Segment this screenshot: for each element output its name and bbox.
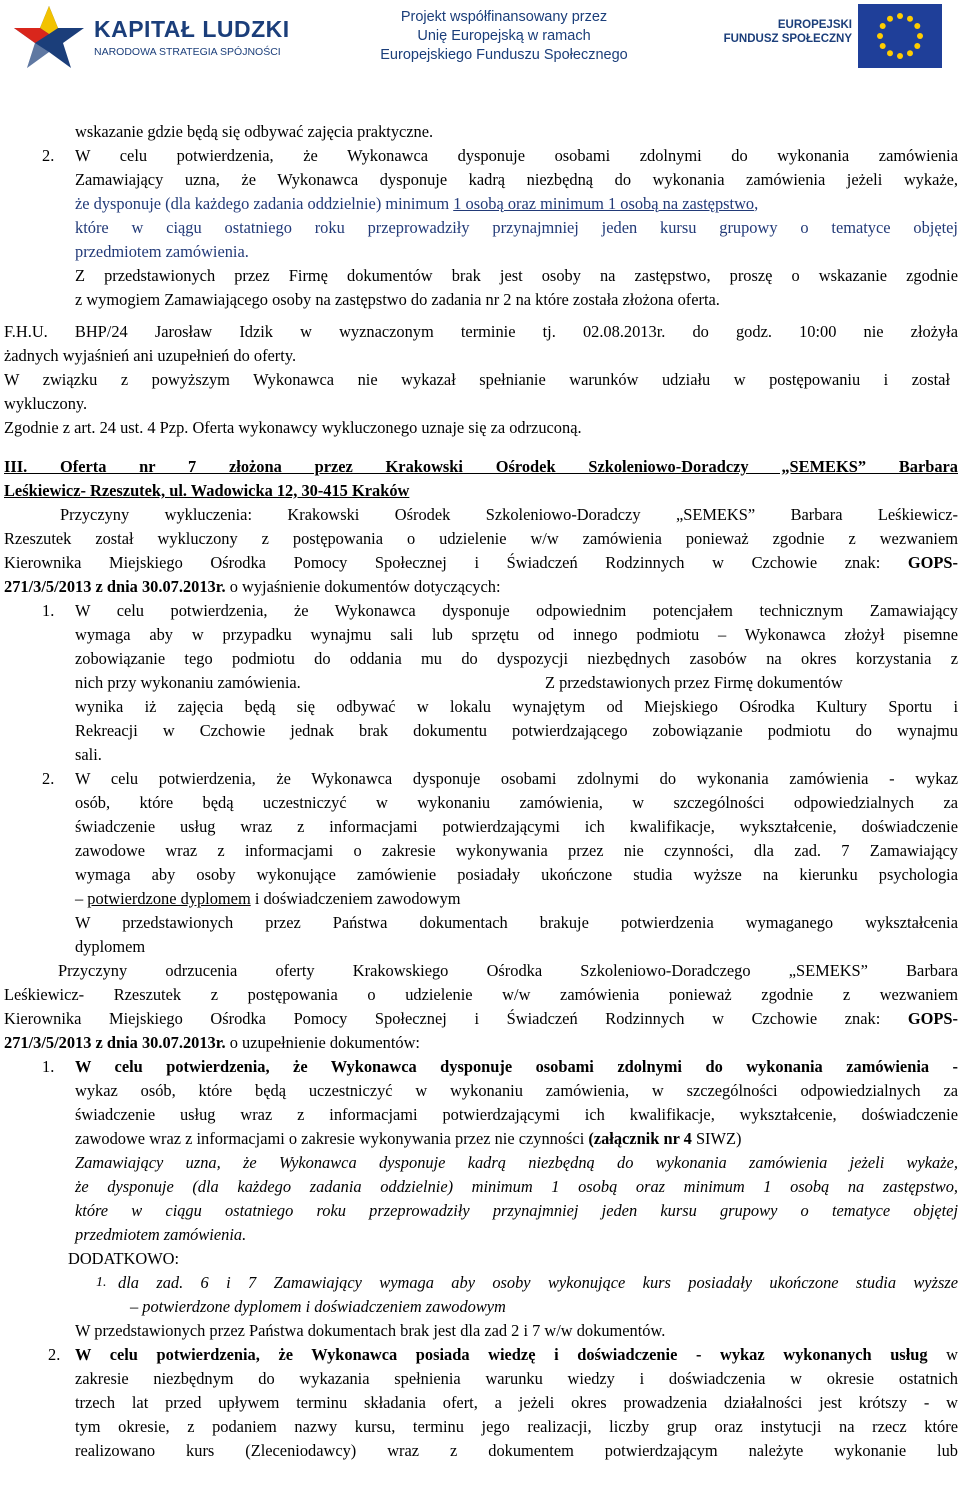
text-line: świadczenie usług wraz z informacjami potwierdzającymi ich kwalifikacje, wykształcenie, doświadczenie — [75, 817, 958, 836]
text-segment: Kierownika Miejskiego Ośrodka Pomocy Społecznej i Świadczeń Rodzinnych w Czchowie znak: — [4, 1009, 908, 1028]
text-line: W celu potwierdzenia, że Wykonawca dysponuje osobami zdolnymi do wykonania zamówienia — [75, 146, 958, 165]
reference-number: GOPS- — [907, 1009, 958, 1028]
reference-number: GOPS- — [907, 553, 958, 572]
text-line: Rekreacji w Czchowie jednak brak dokumentu potwierdzającego zobowiązanie podmiotu do wynajmu — [75, 721, 958, 740]
text-line: dyplomem — [75, 937, 146, 956]
text-line: W przedstawionych przez Państwa dokumentach brakuje potwierdzenia wymaganego wykształcenia — [75, 913, 958, 932]
kapital-ludzki-subtitle: NARODOWA STRATEGIA SPÓJNOŚCI — [94, 46, 281, 58]
text-line: Leśkiewicz- Rzeszutek z postępowania o udzielenie w/w zamówienia ponieważ zgodnie z wezwaniem — [4, 985, 958, 1004]
text-line: zawodowe wraz z informacjami o zakresie wykonywania przez nie czynności, dla zad. 7 Zamawiający — [75, 841, 958, 860]
text-segment: Kierownika Miejskiego Ośrodka Pomocy Społecznej i Świadczeń Rodzinnych w Czchowie znak: — [4, 553, 908, 572]
reference-date: 271/3/5/2013 z dnia 30.07.2013r. — [4, 1033, 226, 1052]
text-segment: zawodowe wraz z informacjami o zakresie wykonywania przez nie czynności — [75, 1129, 589, 1148]
efs-logo-text — [722, 18, 852, 46]
text-line: W celu potwierdzenia, że Wykonawca dysponuje osobami zdolnymi do wykonania zamówienia - wykaz — [75, 769, 958, 788]
text-segment: w — [927, 1345, 958, 1364]
kapital-ludzki-title: KAPITAŁ LUDZKI — [94, 16, 290, 42]
text-line: F.H.U. BHP/24 Jarosław Idzik w wyznaczonym terminie tj. 02.08.2013r. do godz. 10:00 nie złożyła — [4, 322, 958, 341]
text-segment: SIWZ) — [691, 1129, 742, 1148]
text-line: żadnych wyjaśnień ani uzupełnień do oferty. — [4, 346, 297, 365]
text-line: Zamawiający uzna, że Wykonawca dysponuje kadrą niezbędną do wykonania zamówienia jeżeli wykaże, — [75, 170, 958, 189]
text-line: wykaz osób, które będą uczestniczyć w wykonaniu zamówienia, w szczególności odpowiedzialnych za — [75, 1081, 958, 1100]
text-line: osób, które będą uczestniczyć w wykonaniu zamówienia, w szczególności odpowiedzialnych za — [75, 793, 958, 812]
kapital-ludzki-logo — [12, 4, 312, 70]
eu-flag-icon — [858, 4, 942, 68]
text-line: wykluczony. — [4, 394, 88, 413]
list-number: 1. — [42, 601, 55, 620]
text-line: nich przy wykonaniu zamówienia. — [75, 673, 301, 692]
text-line: wymaga aby osoby wykonujące zamówienie posiadały ukończone studia wyższe na kierunku psychologia — [75, 865, 958, 884]
text-line: – potwierdzone dyplomem i doświadczeniem zawodowym — [130, 1297, 506, 1316]
list-number: 2. — [48, 1345, 61, 1364]
text-line: wymaga aby w przypadku wynajmu sali lub sprzętu od innego podmiotu – Wykonawca złożył pisemne — [75, 625, 958, 644]
text-segment: że dysponuje (dla każdego zadania oddzielnie) minimum — [75, 194, 454, 213]
text-line: W przedstawionych przez Państwa dokumentach brak jest dla zad 2 i 7 w/w dokumentów. — [75, 1321, 666, 1340]
document-header — [0, 0, 960, 75]
text-line: trzech lat przed upływem terminu składania ofert, a jeżeli okres prowadzenia działalności jest krótszy - w — [75, 1393, 958, 1412]
subheading: DODATKOWO: — [68, 1249, 180, 1268]
text-segment: o wyjaśnienie dokumentów dotyczących: — [225, 577, 501, 596]
text-segment: , — [754, 194, 759, 213]
list-number: 1. — [96, 1275, 107, 1290]
text-line: zakresie niezbędnym do wykazania spełnienia warunku wiedzy i doświadczenia w okresie ostatnich — [75, 1369, 958, 1388]
cofinancing-line-3: Europejskiego Funduszu Społecznego — [380, 47, 628, 63]
text-line: W związku z powyższym Wykonawca nie wykazał spełnianie warunków udziału w postępowaniu i został — [4, 370, 950, 389]
text-line: które w ciągu ostatniego roku przeprowadziły przynajmniej jeden kursu grupowy o tematyce objętej — [75, 218, 958, 237]
text-line: wynika iż zajęcia będą się odbywać w lokalu wynajętym od Miejskiego Ośrodka Kultury Sportu i — [75, 697, 958, 716]
text-line: z wymogiem Zamawiającego osoby na zastępstwo do zadania nr 2 na które została złożona oferta. — [75, 290, 720, 309]
text-line: W celu potwierdzenia, że Wykonawca dysponuje odpowiednim potencjałem technicznym Zamawiający — [75, 601, 958, 620]
text-line: Przyczyny odrzucenia oferty Krakowskiego Ośrodka Szkoleniowo-Doradczego „SEMEKS” Barbara — [58, 961, 958, 980]
text-line: które w ciągu ostatniego roku przeprowadziły przynajmniej jeden kursu grupowy o tematyce objętej — [75, 1201, 958, 1220]
text-segment: i doświadczeniem zawodowym — [250, 889, 461, 908]
text-line: Zamawiający uzna, że Wykonawca dysponuje kadrą niezbędną do wykonania zamówienia jeżeli wykaże, — [75, 1153, 958, 1172]
text-line: że dysponuje (dla każdego zadania oddzielnie) minimum 1 osobą oraz minimum 1 osobą na zastępstwo, — [75, 1177, 958, 1196]
text-line: Z przedstawionych przez Firmę dokumentów brak jest osoby na zastępstwo, proszę o wskazanie zgodnie — [75, 266, 958, 285]
efs-line-2: FUNDUSZ SPOŁECZNY — [723, 33, 852, 45]
reference-date: 271/3/5/2013 z dnia 30.07.2013r. — [4, 577, 226, 596]
text-segment: o uzupełnienie dokumentów: — [225, 1033, 420, 1052]
list-number: 1. — [42, 1057, 55, 1076]
text-line: Zgodnie z art. 24 ust. 4 Pzp. Oferta wykonawcy wykluczonego uznaje się za odrzuconą. — [4, 418, 582, 437]
cofinancing-note — [354, 8, 654, 65]
text-line: sali. — [75, 745, 102, 764]
text-line: Z przedstawionych przez Firmę dokumentów — [545, 673, 843, 692]
text-line: zobowiązanie tego podmiotu do oddania mu do dyspozycji niezbędnych zasobów na okres korzystania z — [75, 649, 958, 668]
text-line: przedmiotem zamówienia. — [75, 1225, 247, 1244]
text-segment: – — [75, 889, 88, 908]
attachment-reference: (załącznik nr 4 — [588, 1129, 692, 1148]
section-heading-address: Leśkiewicz- Rzeszutek, ul. Wadowicka 12, 30-415 Kraków — [4, 481, 410, 500]
underlined-text: potwierdzone dyplomem — [87, 889, 251, 908]
list-number: 2. — [42, 146, 55, 165]
text-line: przedmiotem zamówienia. — [75, 242, 249, 261]
section-heading: III. Oferta nr 7 złożona przez Krakowski Ośrodek Szkoleniowo-Doradczy „SEMEKS” Barbara — [4, 457, 958, 476]
text-line: wskazanie gdzie będą się odbywać zajęcia praktyczne. — [75, 122, 434, 141]
text-line: Przyczyny wykluczenia: Krakowski Ośrodek Szkoleniowo-Doradczy „SEMEKS” Barbara Leśkiewicz- — [60, 505, 958, 524]
text-line: W celu potwierdzenia, że Wykonawca dysponuje osobami zdolnymi do wykonania zamówienia - — [75, 1057, 958, 1076]
text-line: dla zad. 6 i 7 Zamawiający wymaga aby osoby wykonujące kurs posiadały ukończone studia wyższe — [118, 1273, 958, 1292]
list-number: 2. — [42, 769, 55, 788]
cofinancing-line-1: Projekt współfinansowany przez — [400, 9, 608, 25]
text-line: realizowano kurs (Zleceniodawcy) wraz z dokumentem potwierdzającym należyte wykonanie lub — [75, 1441, 958, 1460]
text-line: Rzeszutek został wykluczony z postępowania o udzielenie w/w zamówienia ponieważ zgodnie z wezwaniem — [4, 529, 958, 548]
underlined-text: 1 osobą oraz minimum 1 osobą na zastępstwo — [453, 194, 755, 213]
cofinancing-line-2: Unię Europejską w ramach — [417, 28, 591, 44]
text-segment: W celu potwierdzenia, że Wykonawca posiada wiedzę i doświadczenie - wykaz wykonanych usług — [75, 1345, 928, 1364]
efs-line-1: EUROPEJSKI — [777, 19, 852, 31]
text-line: świadczenie usług wraz z informacjami potwierdzającymi ich kwalifikacje, wykształcenie, doświadczenie — [75, 1105, 958, 1124]
text-line: tym okresie, z podaniem nazwy kursu, terminu jego realizacji, liczby grup oraz instytucji na rzecz które — [75, 1417, 958, 1436]
kapital-ludzki-star-icon — [12, 4, 86, 70]
